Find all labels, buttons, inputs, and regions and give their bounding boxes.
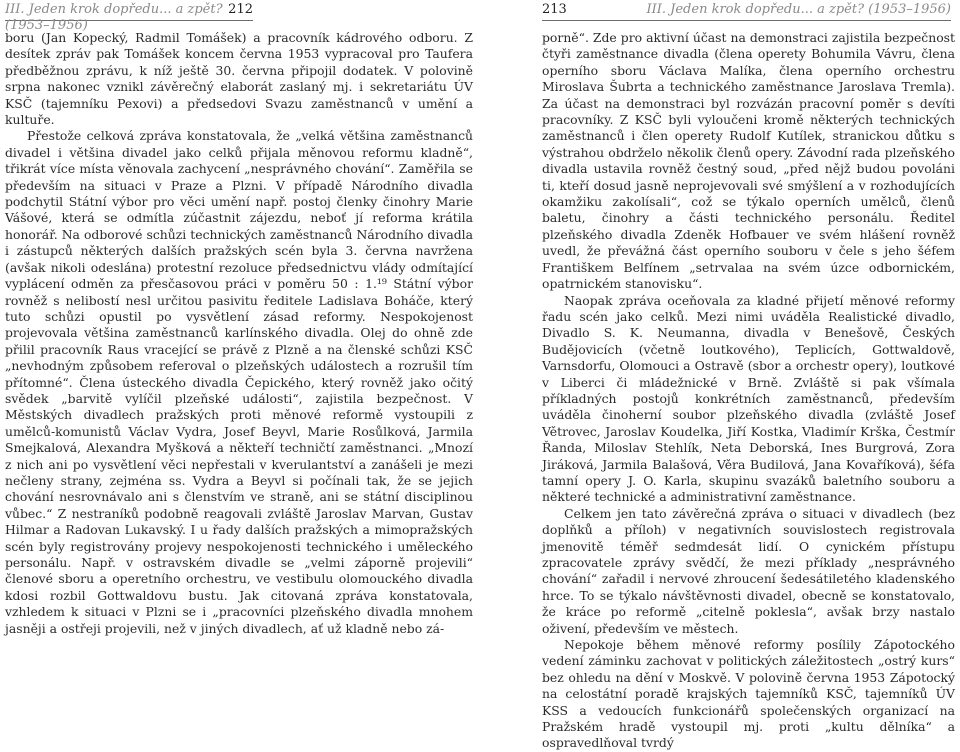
paragraph: Přestože celková zpráva konstatovala, že „velká většina zaměstnanců divadel i většina divadel jako celků přijala měnovou reformu kladně“, třikrát více místa věnovala zachycení „nesprávného chování“. Zaměřila se především na situaci v Praze a Plzni. V případě Národního divadla podchytil Státní výbor pro věci umění např. postoj členky činohry Marie Vášové, která se odmítla zúčastnit zájezdu, neboť jí reforma krátila honorář. Na odborové schůzi technických zaměstnanců Národního divadla i zástupců některých dalších pražských scén byla 3. června navržena (avšak nikoli odeslána) protestní rezoluce předsednictvu vlády odmítající vyplácení odměn za přesčasovou práci v poměru 50 : 1.¹⁹ Státní výbor rovněž s nelibostí nesl určitou pasivitu ředitele Ladislava Boháče, který tuto schůzi opustil po vysvětlení zásad reformy. Nespokojenost projevovala většina zaměstnanců karlínského divadla. Olej do ohně zde přilil pracovník Raus vracející se právě z Plzně a na členské schůzi KSČ „nevhodným způsobem referoval o plzeňských událostech a rozrušil tím přítomné“. Člena ústeckého divadla Čepického, který rovněž jako očitý svědek „barvitě vylíčil plzeňské události“, zajistila bezpečnost. V Městských divadlech pražských proti měnové reformě vystoupili z umělců-komunistů Václav Vydra, Josef Beyvl, Marie Rosůlková, Jarmila Smejkalová, Alexandra Myšková a někteří techničtí zaměstnanci. „Mnozí z nich ani po vysvětlení věci nepřestali v kverulantství a zanášeli je mezi nečleny strany, zejména ss. Vydra a Beyvl si počínali tak, že se jejich chování nesrovnávalo ani s členstvím ve straně, ani se státní disciplinou vůbec.“ Z nestraníků podobně reagovali zvláště Jaroslav Marvan, Gustav Hilmar a Radovan Lukavský. I u řady dalších pražských a mimopražských scén byly registrovány projevy nespokojenosti technického i uměleckého personálu. Např. v ostravském divadle se „velmi záporně projevili“ členové sboru a operetního orchestru, ve vestibulu olomouckého divadla kdosi rozbil Gottwaldovu bustu. Jak citovaná zpráva konstatovala, vzhledem k situaci v Plzni se i „pracovníci plzeňského divadla mnohem jasněji a ostřeji projevili, než v jiných divadlech, ať už kladně nebo zá- bbox=[5, 128, 473, 636]
paragraph: Nepokoje během měnové reformy posílily Zápotockého vedení záminku zachovat v politických záležitostech „ostrý kurs“ bez ohledu na dění v Moskvě. V polovině června 1953 Zápotocký na celostátní poradě krajských tajemníků KSČ, tajemníků ÚV KSS a vedoucích funkcionářů společenských organizací na Pražském hradě vystoupil mj. proti „kultu dělníka“ a ospravedlňoval tvrdý bbox=[542, 637, 955, 751]
running-title: III. Jeden krok dopředu... a zpět? (1953–1956) bbox=[5, 2, 223, 33]
paragraph: porně“. Zde pro aktivní účast na demonstraci zajistila bezpečnost čtyři zaměstnance divadla (člena operety Bohumila Vávru, člena operního sboru Václava Malíka, člena operního orchestru Miroslava Šubrta a technického zaměstnance Jaroslava Tremla). Za účast na demonstraci byl rozvázán pracovní poměr s devíti pracovníky. Z KSČ byli vyloučeni kromě některých technických zaměstnanců i člen operety Rudolf Kutílek, stranickou důtku s výstrahou obdrželo několik členů opery. Závodní rada plzeňského divadla ustavila rovněž čestný soud, „před nějž budou povoláni ti, kteří dosud jasně neprojevovali své smýšlení a v rozhodujících okamžiku zakolísali“, což se týkalo operních umělců, členů baletu, činohry a části technického personálu. Ředitel plzeňského divadla Zdeněk Hofbauer ve svém hlášení rovněž uvedl, že převážná část operního souboru v čele s jeho šéfem Františkem Belfínem „setrvalaa na svém úzce odbornickém, opatrnickém stanovisku“. bbox=[542, 30, 955, 292]
right-page-header bbox=[542, 2, 951, 21]
page-number: 213 bbox=[542, 2, 567, 17]
left-page-header bbox=[5, 2, 253, 33]
right-page bbox=[480, 0, 960, 751]
paragraph: Naopak zpráva oceňovala za kladné přijetí měnové reformy řadu scén jako celků. Mezi nimi uváděla Realistické divadlo, Divadlo S. K. Neumanna, divadla v Benešově, Českých Budějovicích (včetně loutkového), Teplicích, Gottwaldově, Varnsdorfu, Olomouci a Ostravě (sbor a orchestr opery), loutkové v Liberci či mládežnické v Brně. Zvláště si pak všímala příkladných postojů konkrétních zaměstnanců, především uváděla činoherní soubor plzeňského divadla (zvláště Josef Větrovec, Jaroslav Koudelka, Jiří Kostka, Vladimír Krška, Čestmír Řanda, Miloslav Stehlík, Neta Deborská, Ines Burgrová, Zora Jiráková, Jarmila Balašová, Věra Budilová, Jana Kovaříková), šéfa tamní opery J. O. Karla, skupinu svazáků baletního souboru a některé technické a administrativní zaměstnance. bbox=[542, 292, 955, 505]
left-page bbox=[0, 0, 480, 695]
right-page-body bbox=[542, 30, 955, 752]
paragraph: Celkem jen tato závěrečná zpráva o situaci v divadlech (bez doplňků a příloh) v negativních souvislostech registrovala jmenovitě téměř sedmdesát lidí. O cynickém přístupu zpracovatele zprávy svědčí, že mezi příklady „nesprávného chování“ zařadil i nervové zhroucení šedesátiletého kladenského hrce. To se týkalo návštěvnosti divadel, obecně se konstatovalo, že kráce po reformě „citelně poklesla“, avšak brzy nastalo oživení, především ve městech. bbox=[542, 505, 955, 636]
running-title: III. Jeden krok dopředu... a zpět? (1953–1956) bbox=[646, 2, 951, 17]
page-number: 212 bbox=[228, 2, 253, 17]
left-page-body bbox=[5, 30, 473, 637]
paragraph: boru (Jan Kopecký, Radmil Tomášek) a pracovník kádrového odboru. Z desítek zpráv pak Tomášek koncem června 1953 vypracoval pro Taufera předběžnou zprávu, k níž ještě 30. června připojil dodatek. V polovině srpna nakonec vznikl závěrečný elaborát zaslaný mj. i sekretariátu ÚV KSČ (tajemníku Pexovi) a předsedovi Svazu zaměstnanců v umění a kultuře. bbox=[5, 30, 473, 128]
